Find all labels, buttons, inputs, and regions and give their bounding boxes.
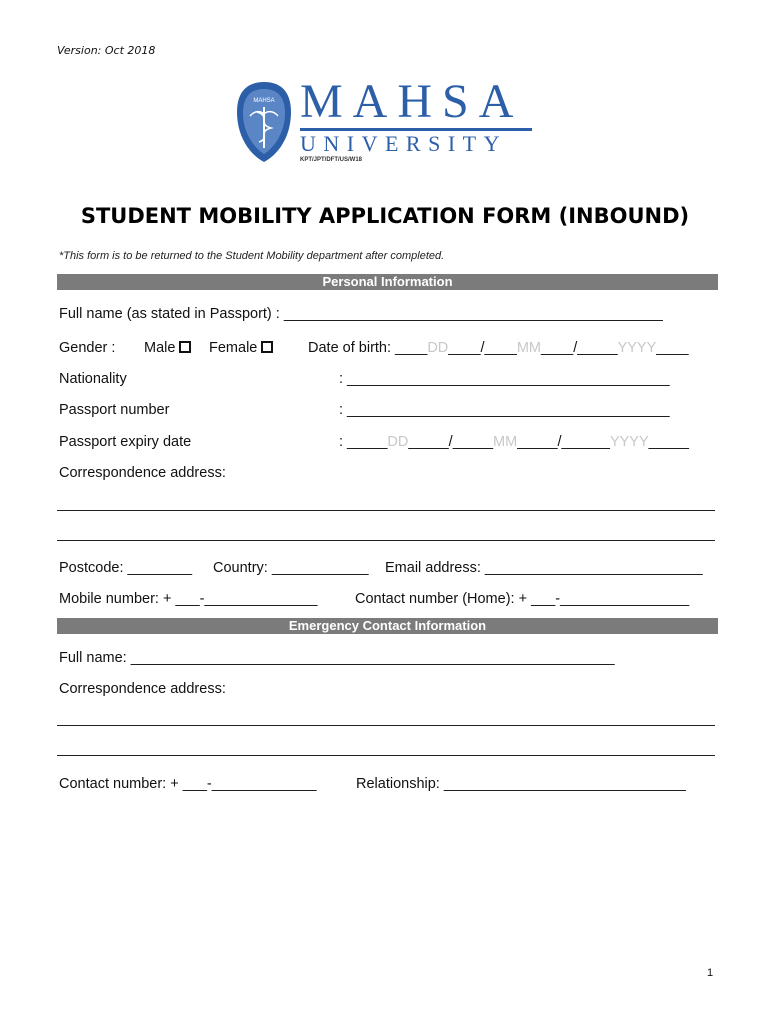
expiry-separator: _____/_____ — [408, 434, 494, 450]
logo-wordmark-university: UNIVERSITY — [300, 131, 507, 156]
expiry-end-line: _____ — [648, 434, 689, 450]
version-label: Version: Oct 2018 — [57, 44, 156, 57]
dob-separator: ____/_____ — [540, 340, 618, 356]
female-label: Female — [209, 340, 258, 356]
section-header-emergency: Emergency Contact Information — [57, 618, 718, 634]
male-label: Male — [144, 340, 176, 356]
page-number: 1 — [707, 967, 714, 979]
logo-wordmark-mahsa: MAHSA — [300, 75, 524, 128]
gender-label: Gender : — [59, 340, 116, 356]
home-contact-number-field[interactable]: Contact number (Home): + ___-________________ — [355, 591, 690, 607]
expiry-yyyy-placeholder: YYYY — [609, 434, 649, 450]
relationship-field[interactable]: Relationship: ______________________________ — [356, 776, 686, 792]
female-checkbox[interactable] — [261, 341, 273, 353]
mobile-number-field[interactable]: Mobile number: + ___-______________ — [59, 591, 318, 607]
emergency-address-line-1[interactable] — [57, 713, 715, 726]
university-seal-logo — [235, 80, 293, 164]
emergency-contact-number-field[interactable]: Contact number: + ___-_____________ — [59, 776, 317, 792]
dob-separator: ____/____ — [448, 340, 517, 356]
country-field[interactable]: Country: ____________ — [213, 560, 369, 576]
address-line-1[interactable] — [57, 498, 715, 511]
expiry-dd-placeholder: DD — [387, 434, 409, 450]
correspondence-address-label: Correspondence address: — [59, 465, 226, 481]
logo-registration-code: KPT/JPT/DFT/US/W18 — [300, 157, 363, 163]
email-field[interactable]: Email address: ___________________________ — [385, 560, 703, 576]
form-title: STUDENT MOBILITY APPLICATION FORM (INBOUND) — [80, 204, 690, 228]
expiry-start: : _____ — [339, 434, 388, 450]
dob-label: Date of birth: ____ — [308, 340, 428, 356]
expiry-separator: _____/______ — [517, 434, 610, 450]
nationality-field[interactable]: : ________________________________________ — [339, 371, 670, 387]
nationality-label: Nationality — [59, 371, 127, 387]
emergency-address-label: Correspondence address: — [59, 681, 226, 697]
form-instruction-note: *This form is to be returned to the Student Mobility department after completed. — [59, 250, 445, 262]
svg-text:MAHSA: MAHSA — [253, 98, 275, 104]
dob-yyyy-placeholder: YYYY — [617, 340, 657, 356]
full-name-field[interactable]: Full name (as stated in Passport) : _______________________________________________ — [59, 306, 663, 322]
emergency-address-line-2[interactable] — [57, 743, 715, 756]
expiry-mm-placeholder: MM — [493, 434, 518, 450]
dob-dd-placeholder: DD — [427, 340, 449, 356]
section-header-personal: Personal Information — [57, 274, 718, 290]
dob-end-line: ____ — [656, 340, 689, 356]
passport-number-field[interactable]: : ________________________________________ — [339, 402, 670, 418]
passport-number-label: Passport number — [59, 402, 170, 418]
postcode-field[interactable]: Postcode: ________ — [59, 560, 193, 576]
passport-expiry-field[interactable] — [339, 434, 689, 450]
address-line-2[interactable] — [57, 528, 715, 541]
emergency-full-name-field[interactable]: Full name: ____________________________________________________________ — [59, 650, 615, 666]
gender-male-option[interactable] — [144, 340, 191, 356]
dob-mm-placeholder: MM — [516, 340, 541, 356]
gender-female-option[interactable] — [209, 340, 273, 356]
male-checkbox[interactable] — [179, 341, 191, 353]
passport-expiry-label: Passport expiry date — [59, 434, 192, 450]
date-of-birth-field[interactable] — [308, 340, 689, 356]
